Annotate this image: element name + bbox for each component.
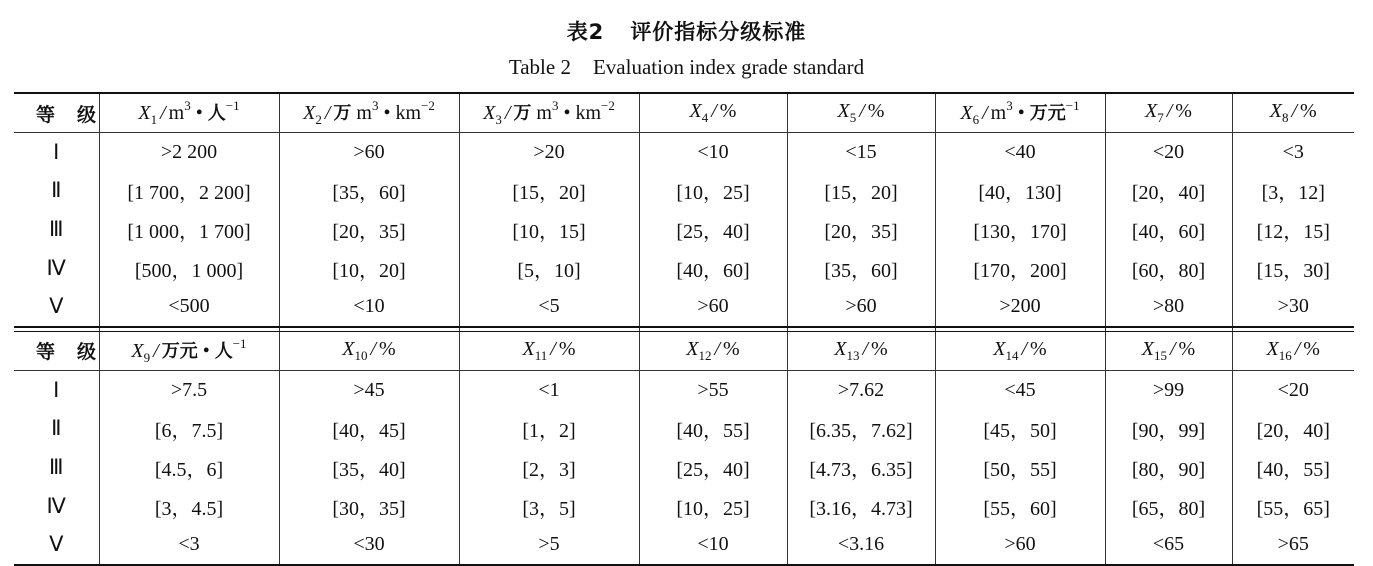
unit-separator: /: [160, 102, 166, 124]
table-cell: [35，60]: [787, 249, 935, 288]
variable-symbol: X: [1141, 337, 1154, 360]
unit-text: %: [871, 337, 888, 360]
unit-text: %: [1303, 337, 1320, 360]
table-body: [14, 93, 1354, 565]
unit-text: %: [379, 337, 396, 360]
table-cell: >30: [1232, 287, 1354, 327]
table-row: [14, 370, 1354, 409]
table-cell: [1，2]: [459, 410, 639, 449]
table-row: [14, 172, 1354, 211]
table-cell: <65: [1105, 525, 1232, 565]
unit-separator: /: [711, 100, 717, 122]
table-cell: [3，4.5]: [99, 487, 279, 526]
table-cell: >60: [935, 525, 1105, 565]
indicator-header-x9: [99, 331, 279, 370]
grade-rank-cell: Ⅳ: [46, 493, 66, 518]
unit-text: m: [351, 102, 372, 124]
grade-rank-cell: Ⅱ: [51, 416, 62, 441]
indicator-header-x8: [1232, 93, 1354, 133]
variable-symbol: X: [303, 102, 316, 124]
indicator-header-x5: [787, 93, 935, 133]
table-cell: [170，200]: [935, 249, 1105, 288]
unit-separator: /: [1021, 337, 1028, 360]
table-cell: [1 700，2 200]: [99, 172, 279, 211]
variable-symbol: X: [960, 102, 973, 124]
table-cell: <3.16: [787, 525, 935, 565]
unit-exponent: 3: [1006, 98, 1013, 113]
grade-rank-cell: Ⅴ: [49, 532, 64, 557]
variable-subscript: 10: [354, 347, 368, 363]
indicator-header-x14: [935, 331, 1105, 370]
unit-text: %: [1030, 337, 1047, 360]
unit-text: m: [168, 102, 185, 124]
table-cell: >55: [639, 370, 787, 409]
table-cell: >2 200: [99, 133, 279, 172]
variable-symbol: X: [483, 102, 496, 124]
table-row: [14, 249, 1354, 288]
table-cell: [55，65]: [1232, 487, 1354, 526]
grade-rank-cell: Ⅳ: [46, 255, 66, 280]
variable-subscript: 1: [150, 112, 158, 127]
indicator-header-x6: [935, 93, 1105, 133]
unit-separator: /: [324, 102, 331, 124]
table-cell: <40: [935, 133, 1105, 172]
table-cell: >99: [1105, 370, 1232, 409]
table-cell: [15，20]: [787, 172, 935, 211]
table-cell: [500，1 000]: [99, 249, 279, 288]
table-cell: [3，5]: [459, 487, 639, 526]
table-cell: <3: [99, 525, 279, 565]
table-cell: [40，55]: [1232, 448, 1354, 487]
table-cell: [25，40]: [639, 210, 787, 249]
variable-subscript: 16: [1278, 347, 1292, 363]
unit-text: 万元: [161, 340, 198, 362]
table-cell: [4.5，6]: [99, 448, 279, 487]
table-cell: [60，80]: [1105, 249, 1232, 288]
table-cell: [20，40]: [1105, 172, 1232, 211]
indicator-header-x15: [1105, 331, 1232, 370]
grade-column-header: [14, 331, 119, 370]
variable-symbol: X: [834, 337, 847, 360]
table-cell: [3，12]: [1232, 172, 1354, 211]
table-cell: [55，60]: [935, 487, 1105, 526]
table-cell: <20: [1232, 370, 1354, 409]
table-row: [14, 410, 1354, 449]
table-cell: [6，7.5]: [99, 410, 279, 449]
unit-exponent: −1: [232, 335, 247, 351]
unit-separator: /: [550, 337, 556, 360]
indicator-header-x16: [1232, 331, 1354, 370]
variable-subscript: 15: [1153, 347, 1167, 363]
unit-text: 万: [513, 103, 532, 124]
table-cell: [40，55]: [639, 410, 787, 449]
unit-text: %: [719, 100, 737, 122]
unit-text: %: [867, 100, 885, 122]
table-cell: >7.62: [787, 370, 935, 409]
table-cell: [3.16，4.73]: [787, 487, 935, 526]
indicator-header-x7: [1105, 93, 1232, 133]
variable-symbol: X: [522, 337, 535, 360]
unit-text: %: [723, 337, 740, 360]
table-cell: >20: [459, 133, 639, 172]
unit-separator: /: [1169, 337, 1176, 360]
indicator-header-x4: [639, 93, 787, 133]
table-cell: [35，40]: [279, 448, 459, 487]
variable-subscript: 3: [495, 112, 502, 127]
table-cell: [40，45]: [279, 410, 459, 449]
table-row: [14, 448, 1354, 487]
unit-text: •: [1012, 102, 1030, 124]
variable-subscript: 7: [1157, 110, 1164, 125]
table-cell: [12，15]: [1232, 210, 1354, 249]
variable-symbol: X: [689, 100, 702, 122]
table-cell: <10: [639, 525, 787, 565]
table-title-en-text: Evaluation index grade standard: [592, 55, 865, 79]
table-cell: [40，130]: [935, 172, 1105, 211]
variable-subscript: 13: [846, 347, 860, 363]
unit-separator: /: [982, 102, 988, 124]
table-cell: <3: [1232, 133, 1354, 172]
table-cell: [15，30]: [1232, 249, 1354, 288]
table-cell: [40，60]: [1105, 210, 1232, 249]
variable-symbol: X: [342, 337, 355, 360]
variable-subscript: 14: [1005, 347, 1019, 363]
grade-header-label: 等级: [36, 103, 119, 126]
unit-text: %: [1175, 100, 1192, 122]
unit-exponent: −2: [601, 98, 615, 113]
table-cell: >65: [1232, 525, 1354, 565]
table-cell: <1: [459, 370, 639, 409]
indicator-header-x13: [787, 331, 935, 370]
table-cell: [50，55]: [935, 448, 1105, 487]
unit-text: 人: [214, 340, 233, 362]
table-cell: <10: [639, 133, 787, 172]
table-cell: <10: [279, 287, 459, 327]
grade-standard-table: [14, 92, 1354, 566]
table-cell: [1 000，1 700]: [99, 210, 279, 249]
unit-text: %: [558, 337, 576, 360]
unit-exponent: 3: [371, 98, 379, 113]
unit-text: 万: [333, 103, 352, 124]
table-cell: <500: [99, 287, 279, 327]
indicator-header-x11: [459, 331, 639, 370]
unit-text: %: [1178, 337, 1196, 360]
unit-exponent: −1: [1065, 98, 1080, 113]
unit-text: %: [1300, 100, 1317, 122]
indicator-header-x12: [639, 331, 787, 370]
table-row: [14, 487, 1354, 526]
table-number-cn: 表2: [566, 20, 605, 44]
variable-subscript: 9: [143, 349, 151, 365]
unit-separator: /: [1291, 100, 1298, 122]
variable-symbol: X: [993, 337, 1006, 360]
table-cell: >200: [935, 287, 1105, 327]
table-cell: [20，35]: [787, 210, 935, 249]
unit-text: 人: [207, 103, 226, 124]
unit-text: 万元: [1029, 103, 1066, 124]
table-cell: >60: [639, 287, 787, 327]
variable-subscript: 2: [315, 112, 322, 127]
grade-rank-cell: Ⅰ: [53, 139, 60, 164]
grade-rank-cell: Ⅰ: [53, 377, 60, 402]
table-cell: [10，25]: [639, 487, 787, 526]
variable-symbol: X: [1269, 100, 1282, 122]
table-cell: [20，40]: [1232, 410, 1354, 449]
unit-separator: /: [714, 337, 721, 360]
table-cell: <5: [459, 287, 639, 327]
table-cell: <20: [1105, 133, 1232, 172]
grade-header-label: 等级: [36, 341, 119, 364]
table-cell: [45，50]: [935, 410, 1105, 449]
table-cell: >7.5: [99, 370, 279, 409]
unit-exponent: −2: [421, 98, 435, 113]
grade-rank-cell: Ⅴ: [49, 294, 64, 319]
unit-text: m: [990, 102, 1007, 124]
table-cell: [130，170]: [935, 210, 1105, 249]
table-cell: [10，25]: [639, 172, 787, 211]
indicator-header-x10: [279, 331, 459, 370]
unit-text: •: [190, 102, 208, 124]
variable-subscript: 8: [1281, 110, 1289, 125]
table-cell: [5，10]: [459, 249, 639, 288]
table-number-en: Table 2: [508, 55, 571, 79]
table-title-english: [0, 55, 1373, 80]
table-cell: [10，20]: [279, 249, 459, 288]
header-row-part2: [14, 331, 1354, 370]
indicator-header-x1: [99, 93, 279, 133]
variable-subscript: 11: [534, 347, 548, 363]
unit-separator: /: [859, 100, 865, 122]
table-cell: <45: [935, 370, 1105, 409]
variable-symbol: X: [131, 339, 144, 362]
unit-separator: /: [504, 102, 511, 124]
table-cell: [30，35]: [279, 487, 459, 526]
unit-text: • km: [558, 102, 602, 124]
unit-text: •: [197, 339, 215, 362]
unit-text: m: [531, 102, 552, 124]
unit-separator: /: [1294, 337, 1301, 360]
unit-separator: /: [862, 337, 869, 360]
variable-subscript: 4: [701, 110, 709, 125]
grade-rank-cell: Ⅱ: [51, 178, 62, 203]
table-cell: [90，99]: [1105, 410, 1232, 449]
variable-subscript: 6: [972, 112, 980, 127]
table-cell: [80，90]: [1105, 448, 1232, 487]
table-cell: >5: [459, 525, 639, 565]
unit-exponent: −1: [225, 98, 240, 113]
table-cell: >45: [279, 370, 459, 409]
table-row: [14, 133, 1354, 172]
table-cell: [40，60]: [639, 249, 787, 288]
table-cell: >60: [279, 133, 459, 172]
table-cell: >60: [787, 287, 935, 327]
unit-text: • km: [378, 102, 422, 124]
variable-symbol: X: [1145, 100, 1158, 122]
indicator-header-x2: [279, 93, 459, 133]
table-cell: [2，3]: [459, 448, 639, 487]
table-cell: [10，15]: [459, 210, 639, 249]
table-row: [14, 525, 1354, 565]
table-cell: <30: [279, 525, 459, 565]
table-title-chinese: [0, 16, 1373, 46]
table-cell: [35，60]: [279, 172, 459, 211]
grade-rank-cell: Ⅲ: [49, 216, 64, 241]
table-cell: [25，40]: [639, 448, 787, 487]
table-cell: >80: [1105, 287, 1232, 327]
table-row: [14, 287, 1354, 327]
unit-separator: /: [153, 339, 159, 362]
unit-separator: /: [370, 337, 377, 360]
unit-exponent: 3: [551, 98, 559, 113]
header-row-part1: [14, 93, 1354, 133]
grade-rank-cell: Ⅲ: [49, 454, 64, 479]
variable-symbol: X: [837, 100, 850, 122]
table-title-cn-text: 评价指标分级标准: [630, 20, 807, 44]
variable-subscript: 12: [698, 347, 712, 363]
table-cell: [15，20]: [459, 172, 639, 211]
grade-column-header: [14, 93, 119, 133]
unit-exponent: 3: [184, 98, 191, 113]
table-cell: [4.73，6.35]: [787, 448, 935, 487]
table-cell: [65，80]: [1105, 487, 1232, 526]
variable-symbol: X: [686, 337, 699, 360]
variable-symbol: X: [138, 102, 151, 124]
unit-separator: /: [1166, 100, 1173, 122]
table-cell: <15: [787, 133, 935, 172]
indicator-header-x3: [459, 93, 639, 133]
table-cell: [20，35]: [279, 210, 459, 249]
variable-subscript: 5: [849, 110, 857, 125]
table-row: [14, 210, 1354, 249]
table-cell: [6.35，7.62]: [787, 410, 935, 449]
variable-symbol: X: [1266, 337, 1279, 360]
